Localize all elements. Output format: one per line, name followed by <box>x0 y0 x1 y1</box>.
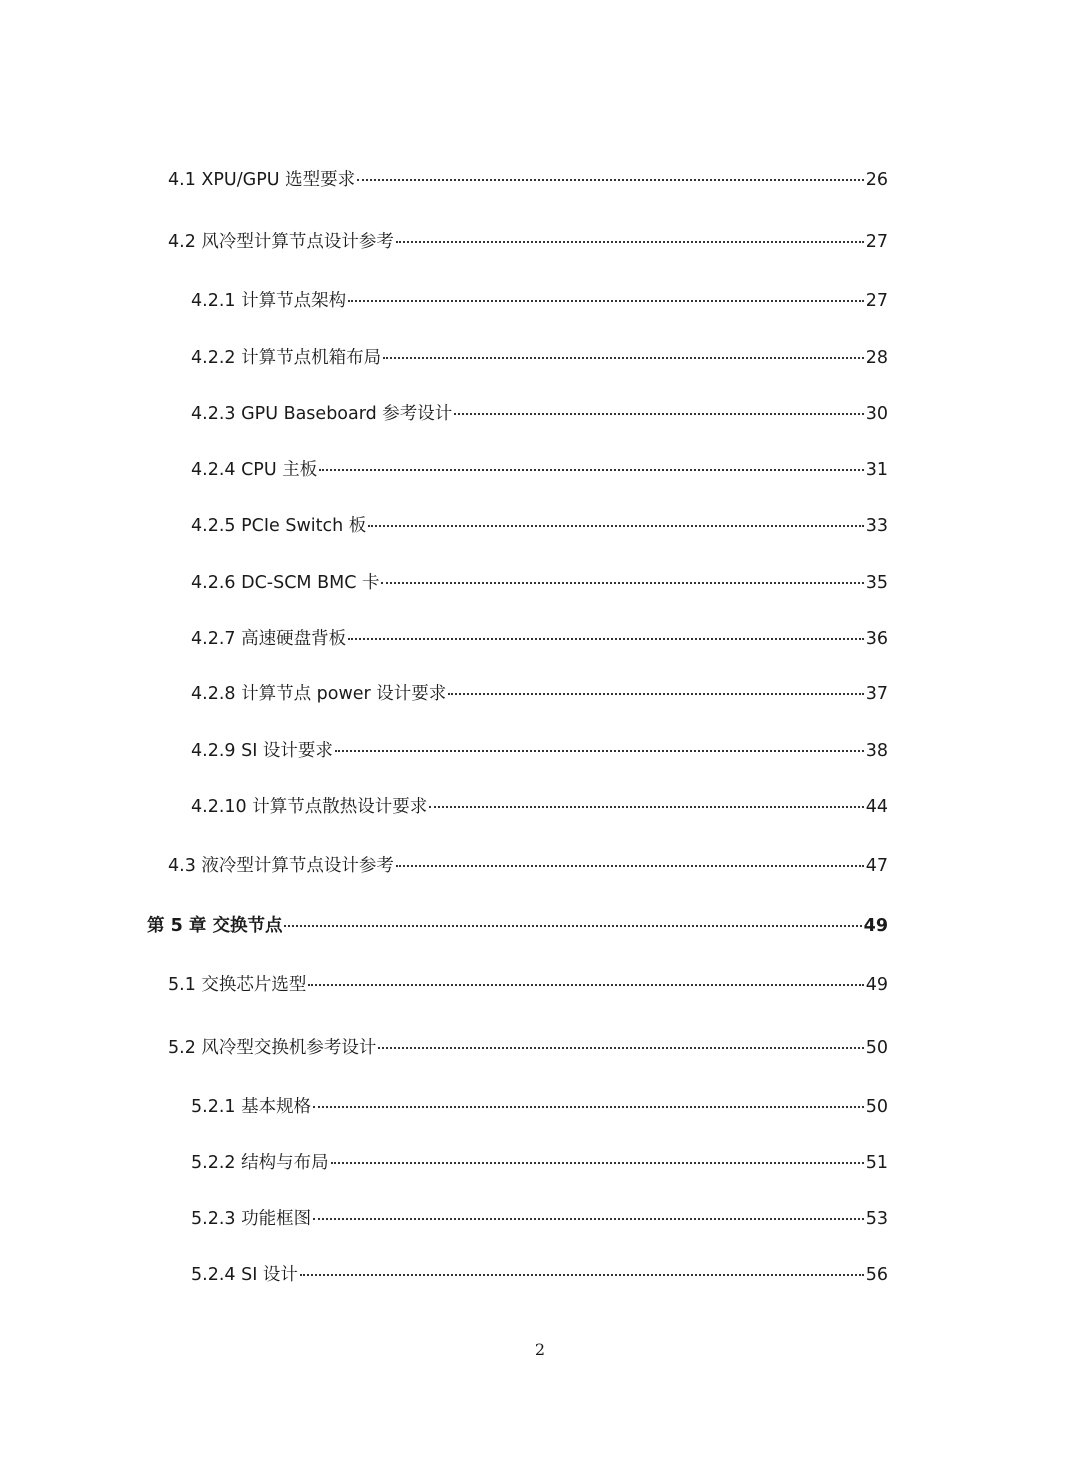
toc-entry-page: 49 <box>865 975 888 995</box>
toc-entry-4-2-7[interactable] <box>191 627 888 651</box>
dot-leader <box>348 638 864 640</box>
dot-leader <box>348 300 864 302</box>
toc-entry-page: 27 <box>865 291 888 311</box>
toc-entry-5-2-1[interactable] <box>191 1095 888 1119</box>
dot-leader <box>383 357 864 359</box>
toc-entry-label: 4.2.3 GPU Baseboard 参考设计 <box>191 404 453 424</box>
toc-entry-4-2-8[interactable] <box>191 682 888 706</box>
dot-leader <box>381 582 863 584</box>
dot-leader <box>378 1047 863 1049</box>
toc-entry-label: 5.2.3 功能框图 <box>191 1209 312 1229</box>
toc-entry-page: 50 <box>865 1097 888 1117</box>
toc-entry-label: 第 5 章 交换节点 <box>147 916 283 936</box>
toc-entry-page: 36 <box>865 629 888 649</box>
toc-entry-label: 4.1 XPU/GPU 选型要求 <box>168 170 356 190</box>
toc-entry-page: 38 <box>865 741 888 761</box>
dot-leader <box>308 984 863 986</box>
toc-entry-4-1[interactable] <box>168 168 888 192</box>
toc-entry-4-3[interactable] <box>168 854 888 878</box>
toc-entry-4-2-6[interactable] <box>191 571 888 595</box>
toc-entry-label: 4.2.8 计算节点 power 设计要求 <box>191 684 447 704</box>
toc-entry-label: 5.2.2 结构与布局 <box>191 1153 329 1173</box>
toc-entry-label: 4.2 风冷型计算节点设计参考 <box>168 232 394 252</box>
toc-entry-page: 30 <box>865 404 888 424</box>
dot-leader <box>284 925 861 927</box>
toc-entry-label: 4.2.2 计算节点机箱布局 <box>191 348 382 368</box>
dot-leader <box>429 806 863 808</box>
toc-entry-label: 4.2.5 PCIe Switch 板 <box>191 516 367 536</box>
toc-entry-4-2-4[interactable] <box>191 458 888 482</box>
toc-entry-page: 27 <box>865 232 888 252</box>
toc-entry-page: 53 <box>865 1209 888 1229</box>
dot-leader <box>396 241 864 243</box>
toc-entry-4-2-2[interactable] <box>191 346 888 370</box>
toc-entry-4-2-9[interactable] <box>191 739 888 763</box>
toc-entry-label: 4.2.1 计算节点架构 <box>191 291 347 311</box>
toc-entry-label: 4.3 液冷型计算节点设计参考 <box>168 856 394 876</box>
dot-leader <box>448 693 863 695</box>
dot-leader <box>313 1106 864 1108</box>
toc-entry-label: 4.2.7 高速硬盘背板 <box>191 629 347 649</box>
toc-entry-page: 51 <box>865 1153 888 1173</box>
toc-entry-page: 26 <box>865 170 888 190</box>
toc-entry-4-2-3[interactable] <box>191 402 888 426</box>
toc-entry-5-2-4[interactable] <box>191 1263 888 1287</box>
toc-entry-4-2[interactable] <box>168 230 888 254</box>
toc-entry-4-2-10[interactable] <box>191 795 888 819</box>
toc-entry-page: 35 <box>865 573 888 593</box>
toc-entry-4-2-5[interactable] <box>191 514 888 538</box>
toc-entry-5-2-3[interactable] <box>191 1207 888 1231</box>
toc-entry-5-2[interactable] <box>168 1036 888 1060</box>
dot-leader <box>335 750 864 752</box>
toc-entry-label: 4.2.6 DC-SCM BMC 卡 <box>191 573 380 593</box>
dot-leader <box>313 1218 864 1220</box>
dot-leader <box>368 525 863 527</box>
toc-entry-page: 44 <box>865 797 888 817</box>
toc-entry-label: 5.1 交换芯片选型 <box>168 975 307 995</box>
toc-entry-4-2-1[interactable] <box>191 289 888 313</box>
toc-entry-chapter-5[interactable] <box>147 914 888 938</box>
dot-leader <box>319 469 863 471</box>
toc-entry-page: 49 <box>863 916 888 936</box>
toc-entry-label: 4.2.10 计算节点散热设计要求 <box>191 797 428 817</box>
dot-leader <box>357 179 864 181</box>
toc-entry-label: 5.2 风冷型交换机参考设计 <box>168 1038 377 1058</box>
toc-entry-page: 28 <box>865 348 888 368</box>
toc-entry-5-1[interactable] <box>168 973 888 997</box>
toc-entry-page: 50 <box>865 1038 888 1058</box>
toc-entry-label: 4.2.9 SI 设计要求 <box>191 741 333 761</box>
toc-entry-page: 37 <box>865 684 888 704</box>
dot-leader <box>300 1274 864 1276</box>
dot-leader <box>396 865 864 867</box>
toc-entry-page: 47 <box>865 856 888 876</box>
page-number: 2 <box>534 1340 546 1359</box>
toc-entry-page: 33 <box>865 516 888 536</box>
toc-entry-label: 5.2.4 SI 设计 <box>191 1265 298 1285</box>
toc-entry-page: 56 <box>865 1265 888 1285</box>
toc-entry-label: 4.2.4 CPU 主板 <box>191 460 318 480</box>
toc-entry-page: 31 <box>865 460 888 480</box>
toc-entry-5-2-2[interactable] <box>191 1151 888 1175</box>
toc-entry-label: 5.2.1 基本规格 <box>191 1097 312 1117</box>
dot-leader <box>331 1162 864 1164</box>
dot-leader <box>454 413 863 415</box>
